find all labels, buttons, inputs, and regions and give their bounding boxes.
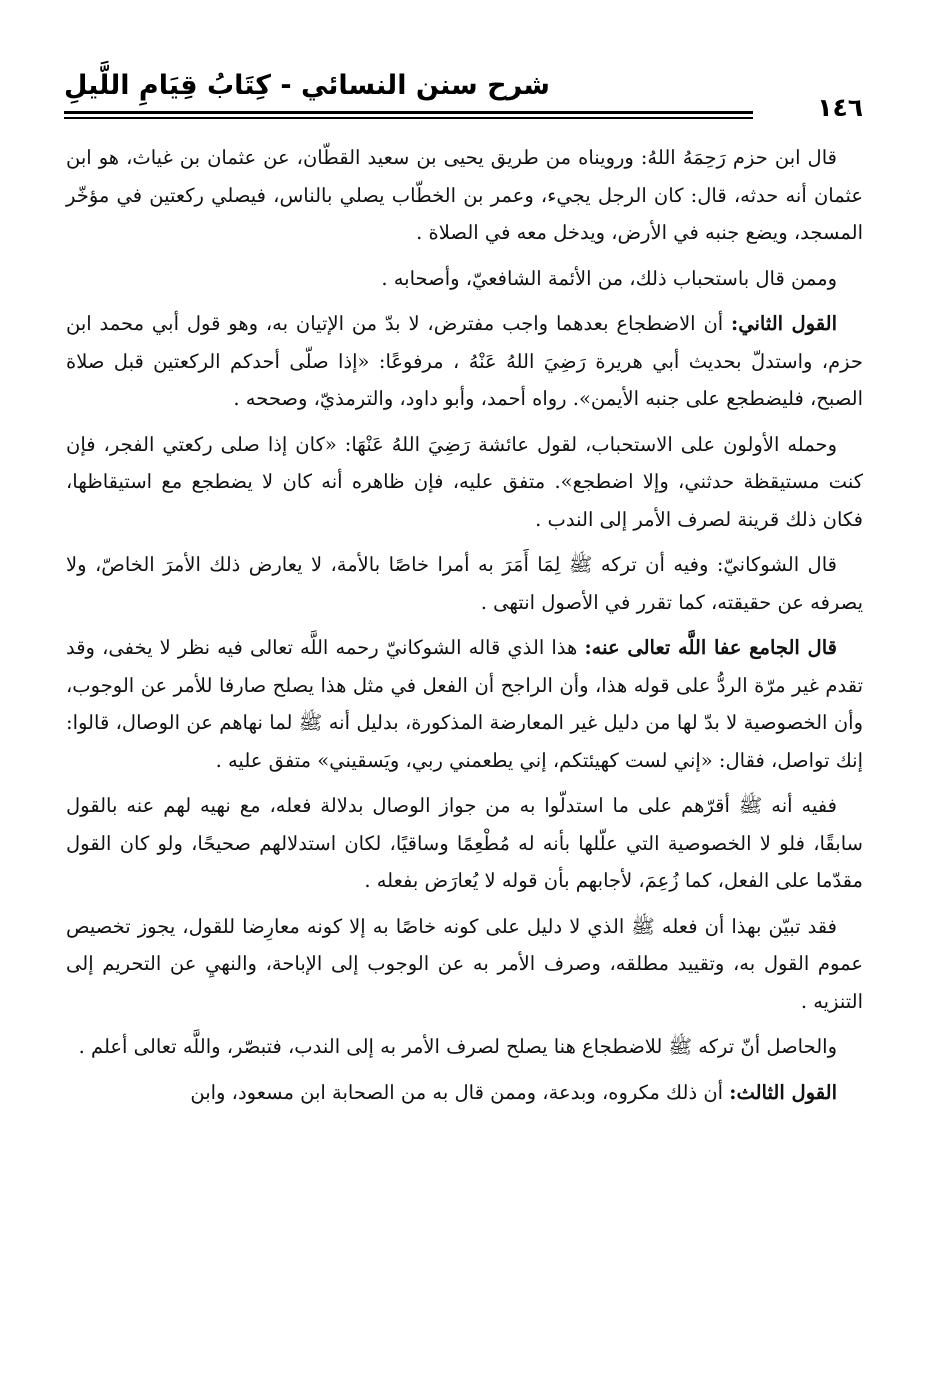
running-title: شرح سنن النسائي - كِتَابُ قِيَامِ اللَّيلِ [64, 70, 550, 101]
paragraph-1: قال ابن حزم رَحِمَهُ اللهُ: ورويناه من طريق يحيى بن سعيد القطّان، عن عثمان بن غياث، هو ابن عثمان أنه حدثه، قال: كان الرجل يجيء، وعمر بن الخطّاب يصلي بالناس، فيصلي ركعتين في مؤخّر المسجد، ويضع جنبه في الأرض، ويدخل معه في الصلاة . [66, 146, 863, 244]
page-number: ١٤٦ [817, 93, 863, 122]
paragraph-lead: قال الجامع عفا اللَّه تعالى عنه: [584, 636, 837, 659]
paragraph-8: فقد تبيّن بهذا أن فعله ﷺ الذي لا دليل على كونه خاصًا به إلا كونه معارِضا للقول، يجوز تخصيص عموم القول به، وتقييد مطلقه، وصرف الأمر به عن الوجوب إلى الإباحة، والنهيِ عن التحريم إلى التنزيه . [66, 914, 863, 1013]
paragraph-lead: القول الثاني: [731, 312, 837, 335]
header-rule-thin [64, 117, 753, 119]
paragraph-10: القول الثالث: أن ذلك مكروه، وبدعة، وممن قال به من الصحابة ابن مسعود، وابن [190, 1080, 837, 1104]
paragraph-7: ففيه أنه ﷺ أقرّهم على ما استدلّوا به من جواز الوصال بدلالة فعله، مع نهيه لهم عنه بالقول سابقًا، فلو لا الخصوصية التي علّلها بأنه له مُطْعِمًا وساقيًا، لكان استدلالهم صحيحًا، ولو كان القول مقدّما على الفعل، كما زُعِمَ، لأجابهم بأن قوله لا يُعارَض بفعله . [66, 794, 863, 892]
page-body [66, 139, 863, 1119]
header-rule-thick [64, 111, 753, 114]
paragraph-3: القول الثاني: أن الاضطجاع بعدهما واجب مفترض، لا بدّ من الإتيان به، وهو قول أبي محمد ابن حزم، واستدلّ بحديث أبي هريرة رَضِيَ اللهُ عَنْهُ ، مرفوعًا: «إذا صلّى أحدكم الركعتين قبل صلاة الصبح، فليضطجع على جنبه الأيمن». رواه أحمد، وأبو داود، والترمذيّ، وصححه . [66, 312, 863, 410]
paragraph-lead: القول الثالث: [729, 1080, 837, 1104]
paragraph-9: والحاصل أنّ تركه ﷺ للاضطجاع هنا يصلح لصرف الأمر به إلى الندب، فتبصّر، واللَّه تعالى أعلم . [78, 1035, 837, 1058]
paragraph-6: قال الجامع عفا اللَّه تعالى عنه: هذا الذي قاله الشوكانيّ رحمه اللَّه تعالى فيه نظر لا يخفى، وقد تقدم غير مرّة الردُّ على قوله هذا، وأن الراجح أن الفعل في مثل هذا يصلح صارفا للأمر عن الوجوب، وأن الخصوصية لا بدّ لها من دليل غير المعارضة المذكورة، بدليل أنه ﷺ لما نهاهم عن الوصال، قالوا: إنك تواصل، فقال: «إني لست كهيئتكم، إني يطعمني ربي، ويَسقيني» متفق عليه . [66, 636, 863, 772]
paragraph-5: قال الشوكانيّ: وفيه أن تركه ﷺ لِمَا أَمَرَ به أمرا خاصًا بالأمة، لا يعارض ذلك الأمرَ الخاصّ، ولا يصرفه عن حقيقته، كما تقرر في الأصول انتهى . [66, 553, 863, 614]
paragraph-4: وحمله الأولون على الاستحباب، لقول عائشة رَضِيَ اللهُ عَنْهَا: «كان إذا صلى ركعتي الفجر، فإن كنت مستيقظة حدثني، وإلا اضطجع». متفق عليه، فإن ظاهره أنه كان لا يضطجع مع استيقاظها، فكان ذلك قرينة لصرف الأمر إلى الندب . [66, 432, 863, 531]
page-header [64, 66, 863, 126]
paragraph-2: وممن قال باستحباب ذلك، من الأئمة الشافعيّ، وأصحابه . [381, 266, 837, 290]
